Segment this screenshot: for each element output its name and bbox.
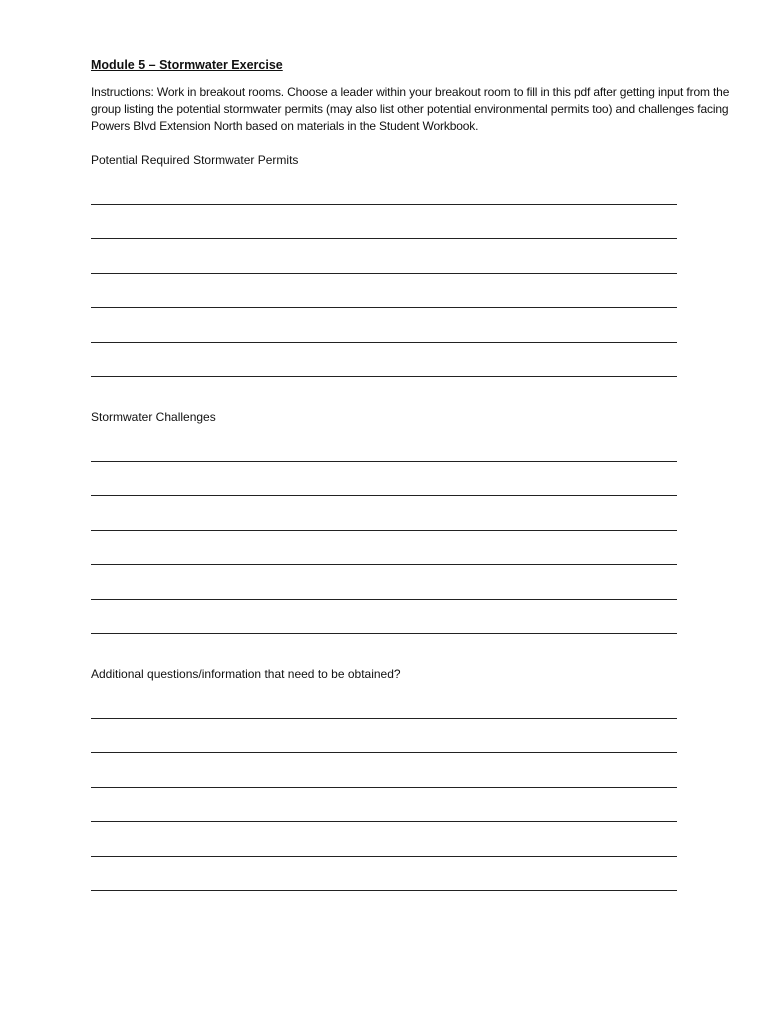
- answer-line-questions-4[interactable]: [91, 821, 677, 822]
- answer-line-permits-3[interactable]: [91, 273, 677, 274]
- instructions-paragraph: Instructions: Work in breakout rooms. Choose a leader within your breakout room to fill in this pdf after getting input from the group listing the potential stormwater permits (may also list other potential environmental permits too) and challenges facing Powers Blvd Extension North based on materials in the Student Workbook.: [91, 85, 730, 133]
- answer-line-challenges-6[interactable]: [91, 633, 677, 634]
- answer-line-challenges-1[interactable]: [91, 461, 677, 462]
- answer-line-challenges-5[interactable]: [91, 599, 677, 600]
- answer-line-challenges-2[interactable]: [91, 495, 677, 496]
- answer-line-permits-2[interactable]: [91, 238, 677, 239]
- answer-line-questions-2[interactable]: [91, 752, 677, 753]
- section-label-additional-questions: Additional questions/information that need to be obtained?: [91, 667, 401, 681]
- answer-line-questions-1[interactable]: [91, 718, 677, 719]
- answer-line-questions-3[interactable]: [91, 787, 677, 788]
- answer-line-questions-6[interactable]: [91, 890, 677, 891]
- answer-line-challenges-4[interactable]: [91, 564, 677, 565]
- answer-line-challenges-3[interactable]: [91, 530, 677, 531]
- section-label-challenges: Stormwater Challenges: [91, 410, 216, 424]
- answer-line-permits-1[interactable]: [91, 204, 677, 205]
- answer-line-permits-5[interactable]: [91, 342, 677, 343]
- document-title: Module 5 – Stormwater Exercise: [91, 58, 283, 72]
- answer-line-permits-6[interactable]: [91, 376, 677, 377]
- answer-line-questions-5[interactable]: [91, 856, 677, 857]
- section-label-permits: Potential Required Stormwater Permits: [91, 153, 299, 167]
- answer-line-permits-4[interactable]: [91, 307, 677, 308]
